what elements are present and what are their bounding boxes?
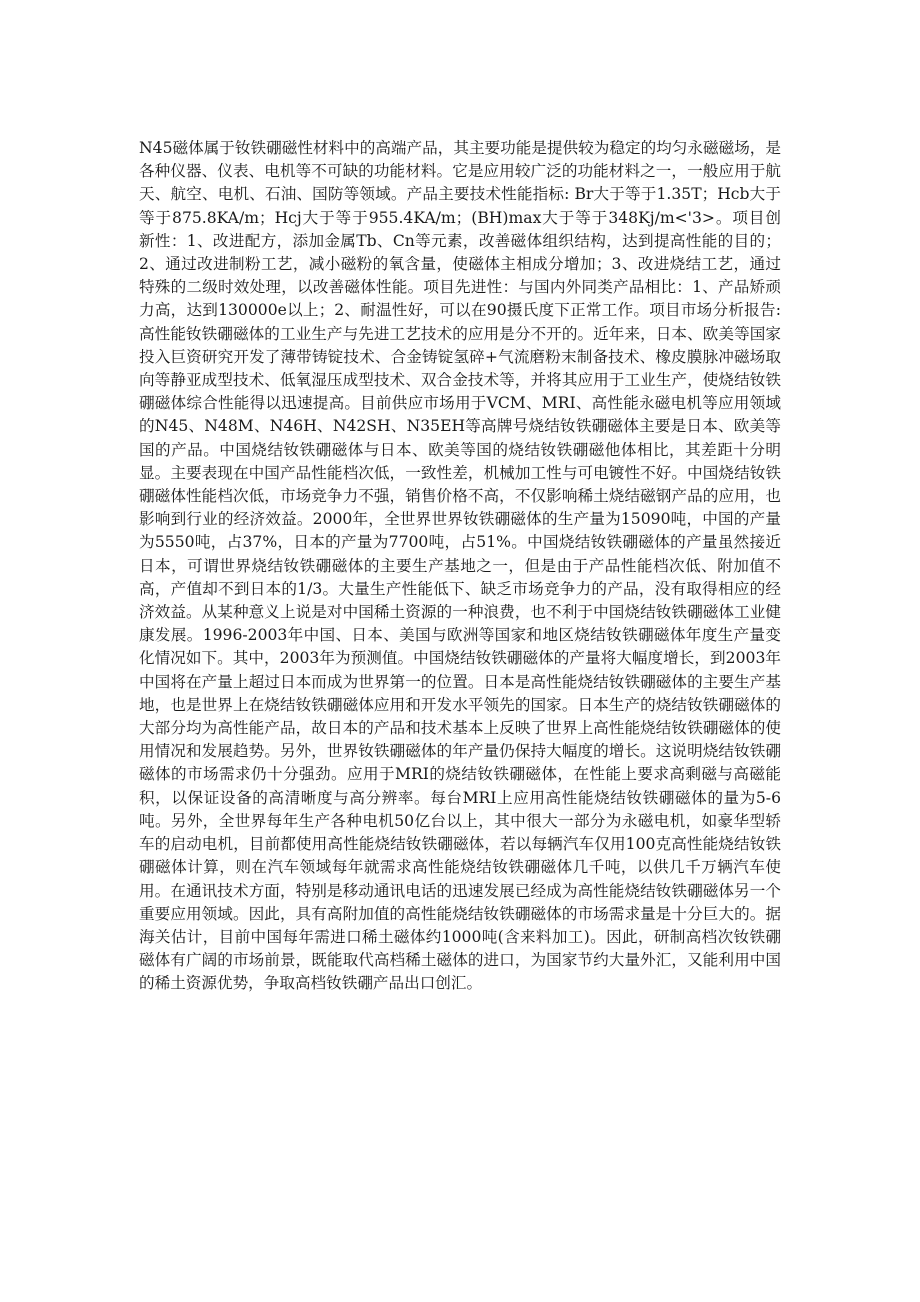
- body-paragraph: N45磁体属于钕铁硼磁性材料中的高端产品，其主要功能是提供较为稳定的均匀永磁磁场，是各种仪器、仪表、电机等不可缺的功能材料。它是应用较广泛的功能材料之一，一般应用于航天、航空、电机、石油、国防等领域。产品主要技术性能指标: Br大于等于1.35T；Hcb大于等于875.8KA/m；Hcj大于等于955.4KA/m；(BH)max大于等于348Kj/m<'3>。项目创新性：1、改进配方，添加金属Tb、Cn等元素，改善磁体组织结构，达到提高性能的目的；2、通过改进制粉工艺，减小磁粉的氧含量，使磁体主相成分增加；3、改进烧结工艺，通过特殊的二级时效处理，以改善磁体性能。项目先进性：与国内外同类产品相比：1、产品矫顽力高，达到130000e以上；2、耐温性好，可以在90摄氏度下正常工作。项目市场分析报告: 高性能钕铁硼磁体的工业生产与先进工艺技术的应用是分不开的。近年来，日本、欧美等国家投入巨资研究开发了薄带铸锭技术、合金铸锭氢碎+气流磨粉末制备技术、橡皮膜脉冲磁场取向等静亚成型技术、低氧湿压成型技术、双合金技术等，并将其应用于工业生产，使烧结钕铁硼磁体综合性能得以迅速提高。目前供应市场用于VCM、MRI、高性能永磁电机等应用领域的N45、N48M、N46H、N42SH、N35EH等高牌号烧结钕铁硼磁体主要是日本、欧美等国的产品。中国烧结钕铁硼磁体与日本、欧美等国的烧结钕铁硼磁他体相比，其差距十分明显。主要表现在中国产品性能档次低，一致性差，机械加工性与可电镀性不好。中国烧结钕铁硼磁体性能档次低，市场竞争力不强，销售价格不高，不仅影响稀土烧结磁钢产品的应用，也影响到行业的经济效益。2000年，全世界世界钕铁硼磁体的生产量为15090吨，中国的产量为5550吨，占37%，日本的产量为7700吨，占51%。中国烧结钕铁硼磁体的产量虽然接近日本，可谓世界烧结钕铁硼磁体的主要生产基地之一，但是由于产品性能档次低、附加值不高，产值却不到日本的1/3。大量生产性能低下、缺乏市场竞争力的产品，没有取得相应的经济效益。从某种意义上说是对中国稀土资源的一种浪费，也不利于中国烧结钕铁硼磁体工业健康发展。1996-2003年中国、日本、美国与欧洲等国家和地区烧结钕铁硼磁体年度生产量变化情况如下。其中，2003年为预测值。中国烧结钕铁硼磁体的产量将大幅度增长，到2003年中国将在产量上超过日本而成为世界第一的位置。日本是高性能烧结钕铁硼磁体的主要生产基地，也是世界上在烧结钕铁硼磁体应用和开发水平领先的国家。日本生产的烧结钕铁硼磁体的大部分均为高性能产品，故日本的产品和技术基本上反映了世界上高性能烧结钕铁硼磁体的使用情况和发展趋势。另外，世界钕铁硼磁体的年产量仍保持大幅度的增长。这说明烧结钕铁硼磁体的市场需求仍十分强劲。应用于MRI的烧结钕铁硼磁体，在性能上要求高剩磁与高磁能积，以保证设备的高清晰度与高分辨率。每台MRI上应用高性能烧结钕铁硼磁体的量为5-6吨。另外，全世界每年生产各种电机50亿台以上，其中很大一部分为永磁电机，如豪华型轿车的启动电机，目前都使用高性能烧结钕铁硼磁体，若以每辆汽车仅用100克高性能烧结钕铁硼磁体计算，则在汽车领域每年就需求高性能烧结钕铁硼磁体几千吨，以供几千万辆汽车使用。在通讯技术方面，特别是移动通讯电话的迅速发展已经成为高性能烧结钕铁硼磁体另一个重要应用领域。因此，具有高附加值的高性能烧结钕铁硼磁体的市场需求量是十分巨大的。据海关估计，目前中国每年需进口稀土磁体约1000吨(含来料加工)。因此，研制高档次钕铁硼磁体有广阔的市场前景，既能取代高档稀土磁体的进口，为国家节约大量外汇，又能利用中国的稀土资源优势，争取高档钕铁硼产品出口创汇。: [139, 139, 781, 993]
